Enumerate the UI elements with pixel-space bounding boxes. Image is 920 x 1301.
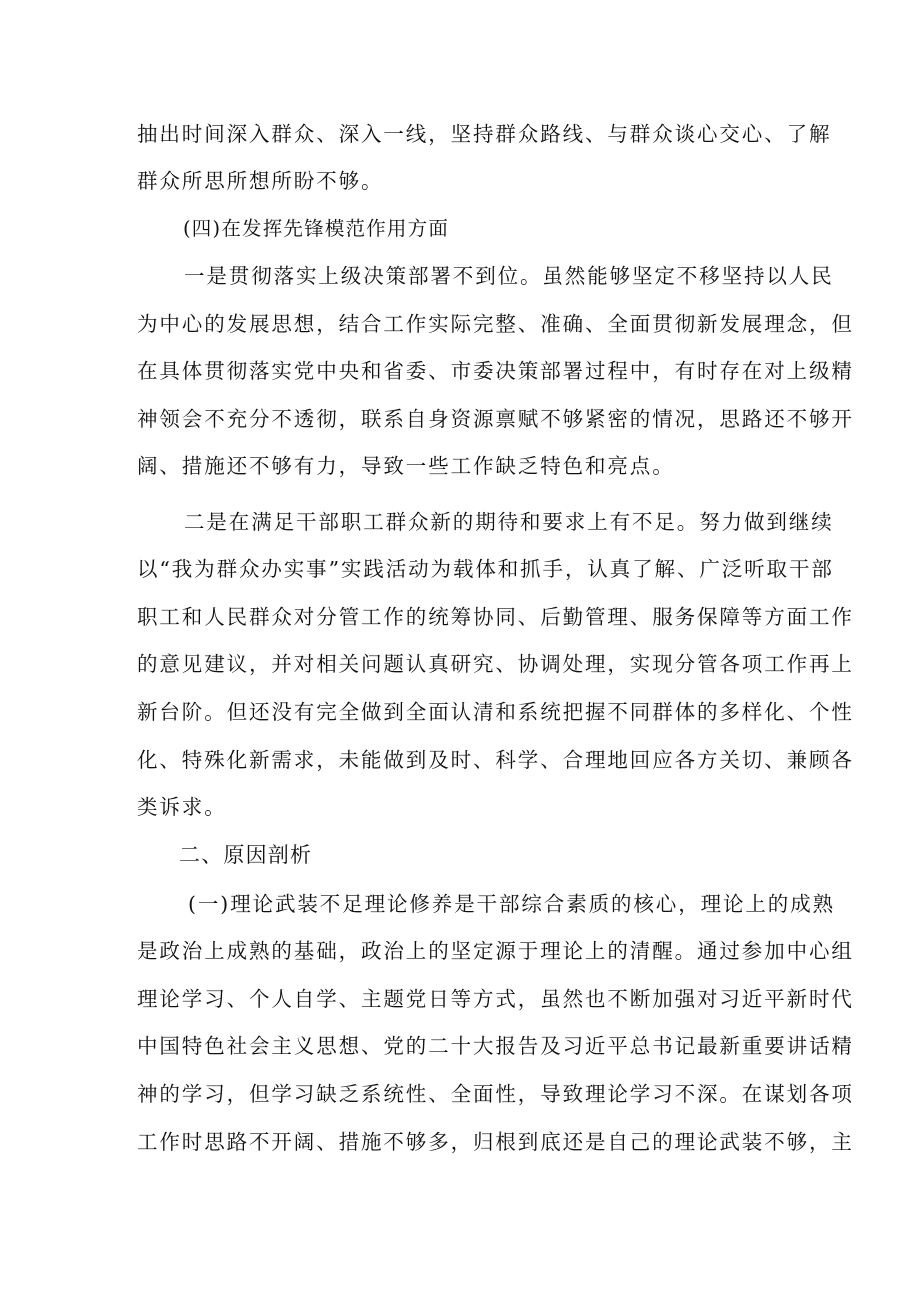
paragraph-1-line-4: 神领会不充分不透彻，联系自身资源禀赋不够紧密的情况，思路还不够开 [137, 407, 854, 431]
paragraph-1-line-5: 阔、措施还不够有力，导致一些工作缺乏特色和亮点。 [137, 454, 675, 478]
paragraph-continued-line-2: 群众所思所想所盼不够。 [137, 169, 384, 193]
paragraph-2-line-1: 二是在满足干部职工群众新的期待和要求上有不足。努力做到继续 [184, 510, 834, 534]
paragraph-2-line-7: 类诉求。 [137, 795, 227, 819]
paragraph-3-line-4: 中国特色社会主义思想、党的二十大报告及习近平总书记最新重要讲话精 [137, 1034, 854, 1058]
paragraph-3-line-1: (一)理论武装不足理论修养是干部综合素质的核心，理论上的成熟 [188, 892, 835, 916]
section-heading-4: (四)在发挥先锋模范作用方面 [183, 217, 450, 240]
paragraph-3-line-5: 神的学习，但学习缺乏系统性、全面性，导致理论学习不深。在谋划各项 [137, 1082, 854, 1106]
paragraph-2-line-3: 职工和人民群众对分管工作的统筹协同、后勤管理、服务保障等方面工作 [137, 605, 854, 629]
paragraph-1-line-3: 在具体贯彻落实党中央和省委、市委决策部署过程中，有时存在对上级精 [137, 359, 854, 383]
paragraph-1-line-2: 为中心的发展思想，结合工作实际完整、准确、全面贯彻新发展理念，但 [137, 312, 854, 336]
paragraph-3-line-3: 理论学习、个人自学、主题党日等方式，虽然也不断加强对习近平新时代 [137, 987, 854, 1011]
section-heading-cause-analysis: 二、原因剖析 [179, 843, 313, 867]
paragraph-2-line-5: 新台阶。但还没有完全做到全面认清和系统把握不同群体的多样化、个性 [137, 700, 854, 724]
paragraph-1-line-1: 一是贯彻落实上级决策部署不到位。虽然能够坚定不移坚持以人民 [184, 264, 834, 288]
paragraph-2-line-6: 化、特殊化新需求，未能做到及时、科学、合理地回应各方关切、兼顾各 [137, 748, 854, 772]
paragraph-2-line-4: 的意见建议，并对相关问题认真研究、协调处理，实现分管各项工作再上 [137, 652, 854, 676]
paragraph-2-line-2: 以“我为群众办实事”实践活动为载体和抓手，认真了解、广泛听取干部 [137, 557, 834, 581]
paragraph-3-line-6: 工作时思路不开阔、措施不够多，归根到底还是自己的理论武装不够，主 [137, 1130, 854, 1154]
paragraph-3-line-2: 是政治上成熟的基础，政治上的坚定源于理论上的清醒。通过参加中心组 [137, 939, 854, 963]
paragraph-continued-line-1: 抽出时间深入群众、深入一线，坚持群众路线、与群众谈心交心、了解 [137, 122, 832, 146]
